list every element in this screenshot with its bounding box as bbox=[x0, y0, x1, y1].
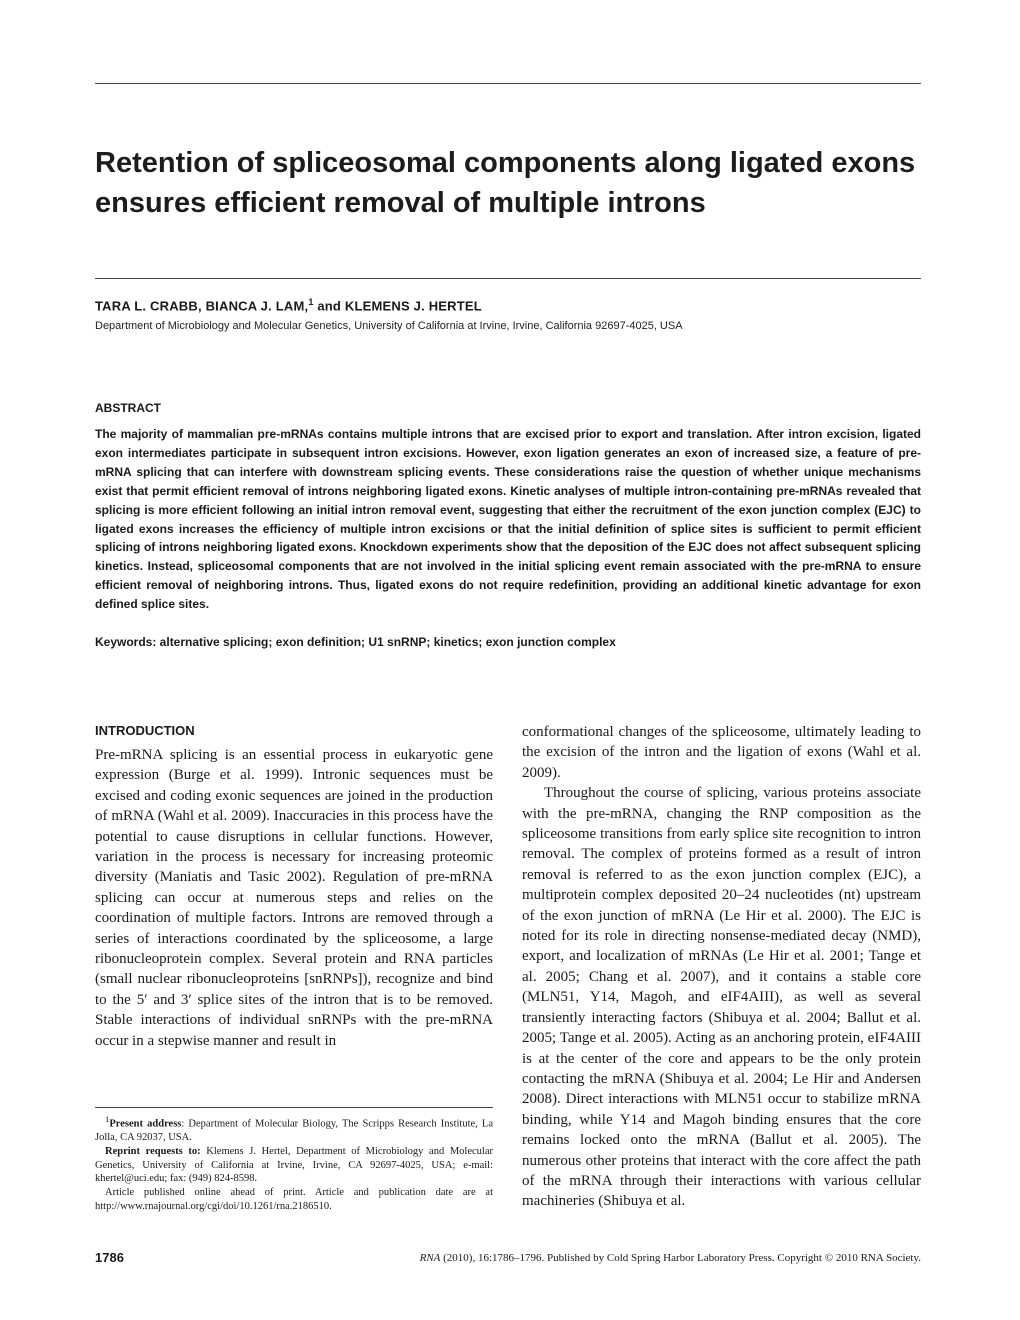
author-affiliation-marker: 1 bbox=[308, 297, 314, 307]
top-rule bbox=[95, 83, 921, 84]
author-affiliation: Department of Microbiology and Molecular Genetics, University of California at Irvine, Irvine, California 92697-4025, USA bbox=[95, 320, 683, 332]
footnote-present-address bbox=[95, 1113, 493, 1145]
intro-paragraph-left: Pre-mRNA splicing is an essential process in eukaryotic gene expression (Burge et al. 1999). Intronic sequences must be excised and coding exonic sequences are joined in the production of mRNA (Wahl et al. 2009). Inaccuracies in this process have the potential to cause disruptions in cellular functions. However, variation in the process is necessary for increasing proteomic diversity (Maniatis and Tasic 2002). Regulation of pre-mRNA splicing can occur at numerous steps and relies on the coordination of multiple factors. Introns are removed through a series of interactions coordinated by the spliceosome, a large ribonucleoprotein complex. Several protein and RNA particles (small nuclear ribonucleoproteins [snRNPs]), recognize and bind to the 5′ and 3′ splice sites of the intron that is to be removed. Stable interactions of individual snRNPs with the pre-mRNA occur in a stepwise manner and result in bbox=[95, 747, 493, 1049]
article-title: Retention of spliceosomal components along ligated exons ensures efficient removal of multiple introns bbox=[95, 147, 916, 219]
footnote-divider bbox=[95, 1107, 493, 1108]
right-column bbox=[522, 722, 921, 1212]
footnote-reprint bbox=[95, 1145, 493, 1186]
left-column bbox=[95, 745, 493, 1051]
footnote-marker: 1 bbox=[105, 1114, 110, 1124]
journal-name: RNA bbox=[419, 1252, 441, 1264]
footnote-publication: Article published online ahead of print. Article and publication date are at http://www.rnajournal.org/cgi/doi/10.1261/rna.2186510. bbox=[95, 1187, 493, 1212]
footnote-text: Klemens J. Hertel, Department of Microbiology and Molecular Genetics, University of California at Irvine, Irvine, CA 92697-4025, USA; e-mail: khertel@uci.edu; fax: (949) 824-8598. bbox=[95, 1145, 493, 1185]
footnotes bbox=[95, 1113, 493, 1213]
footnote-label: Reprint requests to: bbox=[105, 1145, 201, 1157]
abstract-text: The majority of mammalian pre-mRNAs contains multiple introns that are excised prior to export and translation. After intron excision, ligated exon intermediates participate in subsequent intron excisions. However, exon ligation generates an exon of increased size, a feature of pre-mRNA splicing that can interfere with downstream splicing events. These considerations raise the question of whether unique mechanisms exist that permit efficient removal of introns neighboring ligated exons. Kinetic analyses of multiple intron-containing pre-mRNAs revealed that splicing is more efficient following an initial intron removal event, suggesting that either the recruitment of the exon junction complex (EJC) to ligated exons increases the efficiency of multiple intron excisions or that the initial definition of splice sites is sufficient to permit efficient splicing of introns neighboring ligated exons. Knockdown experiments show that the deposition of the EJC does not affect subsequent splicing kinetics. Instead, spliceosomal components that are not involved in the initial splicing event remain associated with the pre-mRNA to ensure efficient removal of neighboring introns. Thus, ligated exons do not require redefinition, providing an additional kinetic advantage for exon defined splice sites. bbox=[95, 427, 921, 612]
author-list bbox=[95, 297, 482, 313]
journal-citation-text: (2010), 16:1786–1796. Published by Cold Spring Harbor Laboratory Press. Copyright © 2010 RNA Society. bbox=[440, 1252, 921, 1264]
footnote-text: : Department of Molecular Biology, The Scripps Research Institute, La Jolla, CA 92037, USA. bbox=[95, 1118, 493, 1144]
journal-citation bbox=[420, 1252, 921, 1264]
author-names-part1: TARA L. CRABB, BIANCA J. LAM, bbox=[95, 298, 309, 314]
title-divider bbox=[95, 278, 921, 279]
intro-paragraph-right-2: Throughout the course of splicing, various proteins associate with the pre-mRNA, changing the RNP composition as the spliceosome transitions from early splice site recognition to intron removal. The complex of proteins formed as a result of intron removal is referred to as the exon junction complex (EJC), a multiprotein complex deposited 20–24 nucleotides (nt) upstream of the exon junction of mRNA (Le Hir et al. 2000). The EJC is noted for its role in directing nonsense-mediated decay (NMD), export, and localization of mRNAs (Le Hir et al. 2001; Tange et al. 2005; Chang et al. 2007), and it contains a stable core (MLN51, Y14, Magoh, and eIF4AIII), as well as several transiently interacting factors (Shibuya et al. 2004; Ballut et al. 2005; Tange et al. 2005). Acting as an anchoring protein, eIF4AIII is at the center of the core and appears to be the only protein contacting the mRNA (Shibuya et al. 2004; Le Hir and Andersen 2008). Direct interactions with MLN51 occur to stabilize mRNA binding, while Y14 and Magoh binding ensures that the core remains locked onto the mRNA (Ballut et al. 2005). The numerous other proteins that interact with the core affect the path of the mRNA through their interactions with various cellular machineries (Shibuya et al. bbox=[522, 785, 921, 1210]
page-number: 1786 bbox=[95, 1250, 124, 1265]
footnote-label: Present address bbox=[109, 1118, 182, 1130]
keywords-line: Keywords: alternative splicing; exon definition; U1 snRNP; kinetics; exon junction complex bbox=[95, 635, 616, 649]
abstract-heading: ABSTRACT bbox=[95, 401, 161, 415]
introduction-heading: INTRODUCTION bbox=[95, 723, 195, 738]
intro-paragraph-right-1: conformational changes of the spliceosome, ultimately leading to the excision of the intron and the ligation of exons (Wahl et al. 2009). bbox=[522, 724, 921, 781]
author-names-part2: and KLEMENS J. HERTEL bbox=[313, 298, 482, 314]
